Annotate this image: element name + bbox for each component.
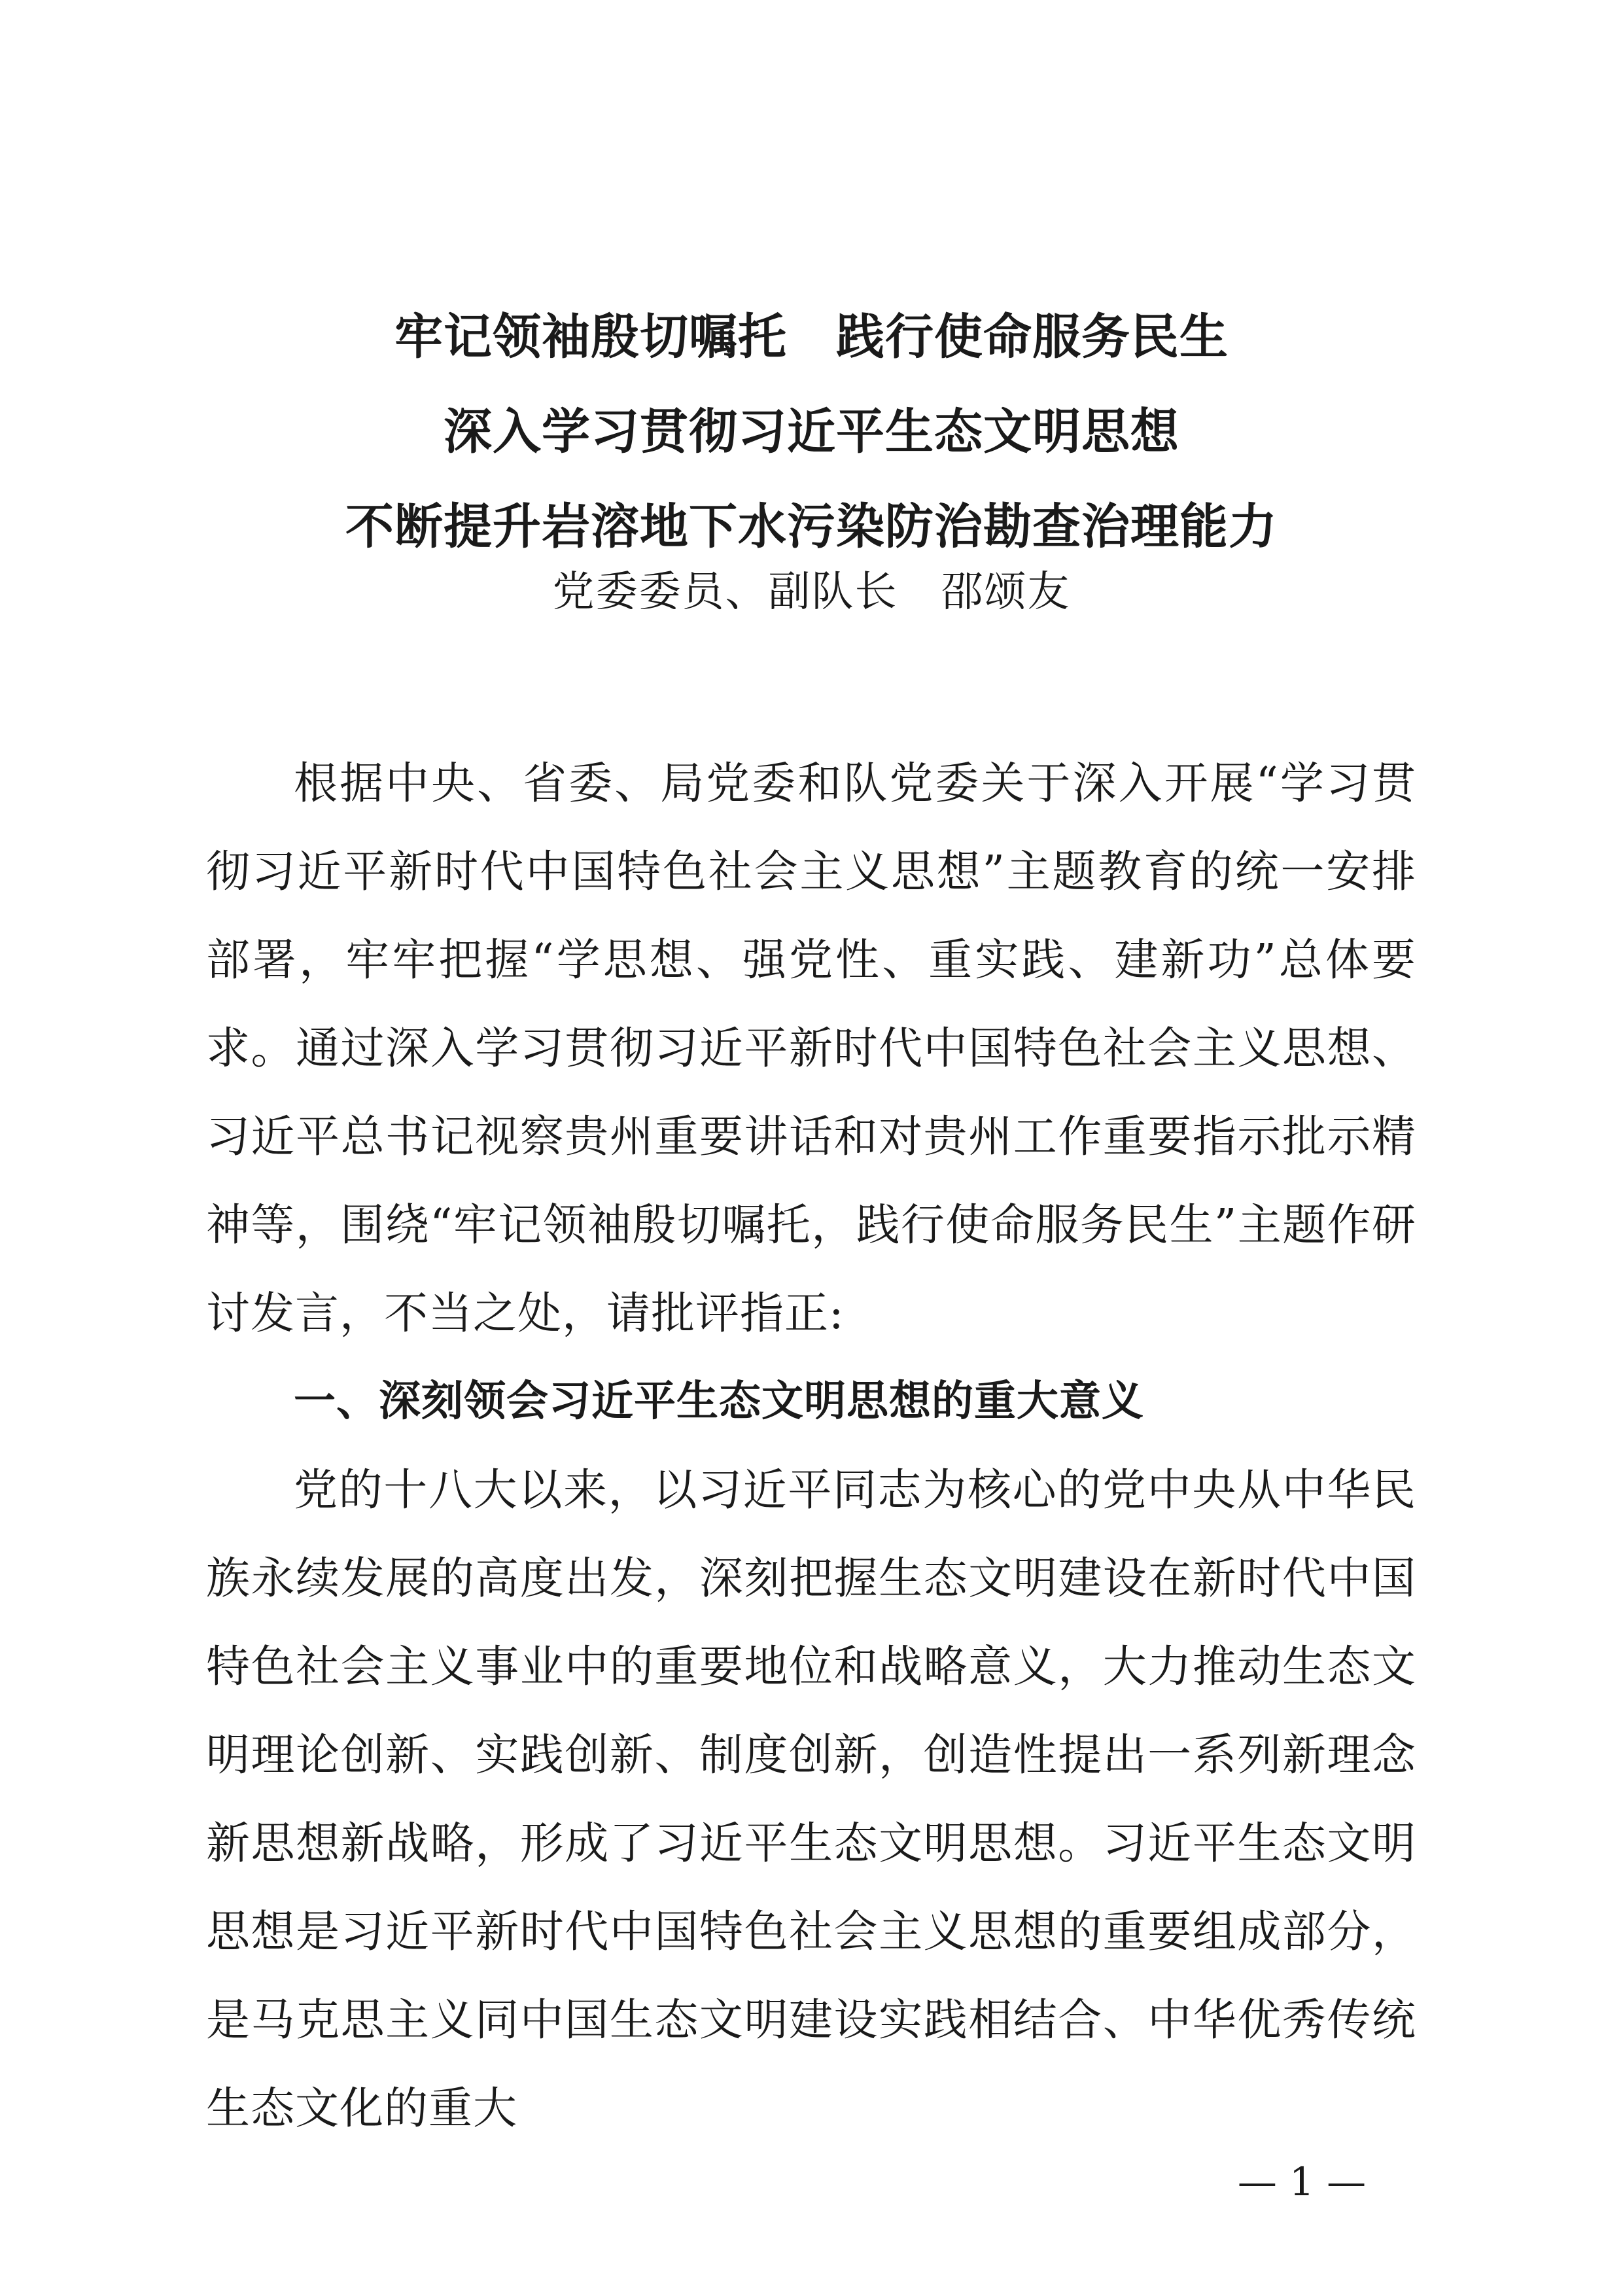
- section-paragraph: 党的十八大以来，以习近平同志为核心的党中央从中华民族永续发展的高度出发，深刻把握生态文明建设在新时代中国特色社会主义事业中的重要地位和战略意义，大力推动生态文明理论创新、实践创新、制度创新，创造性提出一系列新理念新思想新战略，形成了习近平生态文明思想。习近平生态文明思想是习近平新时代中国特色社会主义思想的重要组成部分，是马克思主义同中国生态文明建设实践相结合、中华优秀传统生态文化的重大: [206, 1464, 1416, 2134]
- section-heading: 一、深刻领会习近平生态文明思想的重大意义: [294, 1377, 1144, 1426]
- body-text: [206, 739, 1416, 2153]
- title-line-1: 牢记领袖殷切嘱托 践行使命服务民生: [394, 309, 1229, 365]
- title-block: [0, 308, 1623, 618]
- author-line: 党委委员、副队长 邵颂友: [552, 568, 1071, 616]
- title-line-3: 不断提升岩溶地下水污染防治勘查治理能力: [345, 499, 1278, 555]
- title-line-2: 深入学习贯彻习近平生态文明思想: [444, 404, 1179, 460]
- page-number: — 1 —: [1237, 2159, 1367, 2205]
- intro-paragraph: 根据中央、省委、局党委和队党委关于深入开展“学习贯彻习近平新时代中国特色社会主义思想”主题教育的统一安排部署，牢牢把握“学思想、强党性、重实践、建新功”总体要求。通过深入学习贯彻习近平新时代中国特色社会主义思想、习近平总书记视察贵州重要讲话和对贵州工作重要指示批示精神等，围绕“牢记领袖殷切嘱托，践行使命服务民生”主题作研讨发言，不当之处，请批评指正:: [206, 758, 1416, 1339]
